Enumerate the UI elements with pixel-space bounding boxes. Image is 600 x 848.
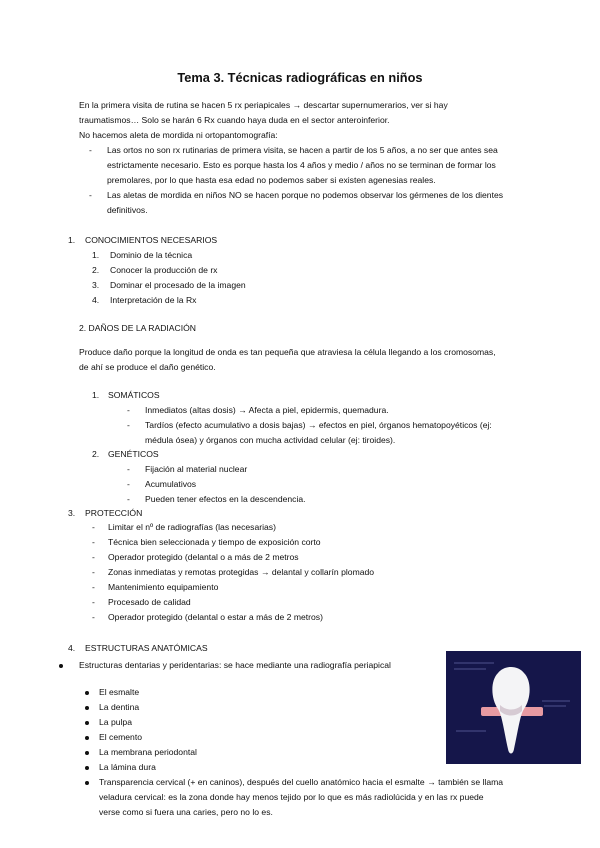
section-2-heading: 2. DAÑOS DE LA RADIACIÓN: [79, 323, 197, 333]
page-title: Tema 3. Técnicas radiográficas en niños: [177, 70, 423, 85]
dash-marker: -: [92, 522, 95, 532]
intro-bullet-2-line-2: definitivos.: [107, 205, 148, 215]
list-item: Dominio de la técnica: [110, 250, 193, 260]
list-item: Interpretación de la Rx: [110, 295, 197, 305]
dash-marker: -: [92, 582, 95, 592]
proteccion-item: Operador protegido (delantal o estar a más de 2 metros): [108, 612, 323, 622]
intro-line-2: traumatismos… Solo se harán 6 Rx cuando haya duda en el sector anteroinferior.: [79, 115, 390, 125]
somaticos-item-1: Inmediatos (altas dosis) → Afecta a piel, epidermis, quemadura.: [145, 405, 389, 415]
section-4-lead: Estructuras dentarias y peridentarias: se hace mediante una radiografía periapical: [79, 660, 391, 670]
proteccion-item: Procesado de calidad: [108, 597, 191, 607]
bullet-marker: [59, 664, 63, 668]
geneticos-item: Acumulativos: [145, 479, 197, 489]
structure-item-last-line-3: verse como si fuera una caries, pero no lo es.: [99, 807, 273, 817]
dash-marker: -: [92, 612, 95, 622]
somaticos-item-2-line-2: médula ósea) y órganos con mucha actividad celular (ej: tiroides).: [145, 435, 396, 445]
dash-marker: -: [127, 405, 130, 415]
dash-marker: -: [89, 145, 92, 155]
dash-marker: -: [127, 479, 130, 489]
tooth-radiograph-image: [446, 651, 581, 764]
dash-marker: -: [127, 494, 130, 504]
bullet-marker: [85, 781, 89, 785]
structure-item-last-line-1: Transparencia cervical (+ en caninos), después del cuello anatómico hacia el esmalte → también se llama: [99, 777, 504, 787]
bullet-marker: [85, 721, 89, 725]
list-item-number: 3.: [92, 280, 100, 290]
section-1-heading: CONOCIMIENTOS NECESARIOS: [85, 235, 218, 245]
structure-item: El esmalte: [99, 687, 140, 697]
dash-marker: -: [92, 552, 95, 562]
proteccion-item: Técnica bien seleccionada y tiempo de exposición corto: [108, 537, 321, 547]
proteccion-item: Mantenimiento equipamiento: [108, 582, 219, 592]
section-2-para-line-2: de ahí se produce el daño genético.: [79, 362, 216, 372]
proteccion-item: Limitar el nº de radiografías (las necesarias): [108, 522, 276, 532]
intro-bullet-1-line-1: Las ortos no son rx rutinarias de primera visita, se hacen a partir de los 5 años, a no ser que antes sea: [107, 145, 498, 155]
dash-marker: -: [127, 464, 130, 474]
section-3-number: 3.: [68, 508, 76, 518]
dash-marker: -: [92, 537, 95, 547]
section-2-para-line-1: Produce daño porque la longitud de onda es tan pequeña que atraviesa la célula llegando a los cromosomas,: [79, 347, 496, 357]
geneticos-item: Fijación al material nuclear: [145, 464, 248, 474]
bullet-marker: [85, 706, 89, 710]
bullet-marker: [85, 691, 89, 695]
structure-item: La pulpa: [99, 717, 132, 727]
section-3-heading: PROTECCIÓN: [85, 508, 143, 518]
dash-marker: -: [92, 567, 95, 577]
intro-bullet-1-line-2: estrictamente necesario. Esto es porque hasta los 4 años y medio / años no se terminan de formar los: [107, 160, 496, 170]
structure-item: La lámina dura: [99, 762, 156, 772]
proteccion-item: Operador protegido (delantal o a más de 2 metros: [108, 552, 299, 562]
section-4-heading: ESTRUCTURAS ANATÓMICAS: [85, 643, 208, 653]
structure-item: El cemento: [99, 732, 142, 742]
intro-line-3: No hacemos aleta de mordida ni ortopantomografía:: [79, 130, 278, 140]
intro-bullet-2-line-1: Las aletas de mordida en niños NO se hacen porque no podemos observar los gérmenes de los dientes: [107, 190, 504, 200]
list-item-number: 1.: [92, 250, 100, 260]
intro-bullet-1-line-3: premolares, por lo que hasta esa edad no podemos saber si existen agenesias reales.: [107, 175, 436, 185]
section-1-number: 1.: [68, 235, 76, 245]
dash-marker: -: [92, 597, 95, 607]
structure-item: La dentina: [99, 702, 140, 712]
subsection-heading-somaticos: SOMÁTICOS: [108, 390, 160, 400]
list-item: Dominar el procesado de la imagen: [110, 280, 246, 290]
dash-marker: -: [89, 190, 92, 200]
structure-item-last-line-2: veladura cervical: es la zona donde hay menos tejido por lo que es más radiolúcida y en las rx puede: [99, 792, 484, 802]
somaticos-item-2-line-1: Tardíos (efecto acumulativo a dosis bajas) → efectos en piel, órganos hematopoyéticos (ej:: [145, 420, 492, 430]
intro-line-1: En la primera visita de rutina se hacen 5 rx periapicales → descartar supernumerarios, ver si hay: [79, 100, 448, 110]
subsection-number: 2.: [92, 449, 100, 459]
bullet-marker: [85, 751, 89, 755]
geneticos-item: Pueden tener efectos en la descendencia.: [145, 494, 306, 504]
proteccion-item: Zonas inmediatas y remotas protegidas → delantal y collarín plomado: [108, 567, 375, 577]
list-item: Conocer la producción de rx: [110, 265, 218, 275]
dash-marker: -: [127, 420, 130, 430]
list-item-number: 4.: [92, 295, 100, 305]
bullet-marker: [85, 736, 89, 740]
bullet-marker: [85, 766, 89, 770]
section-4-number: 4.: [68, 643, 76, 653]
tooth-illustration: [446, 651, 581, 764]
list-item-number: 2.: [92, 265, 100, 275]
subsection-heading-geneticos: GENÉTICOS: [108, 449, 159, 459]
structure-item: La membrana periodontal: [99, 747, 197, 757]
subsection-number: 1.: [92, 390, 100, 400]
